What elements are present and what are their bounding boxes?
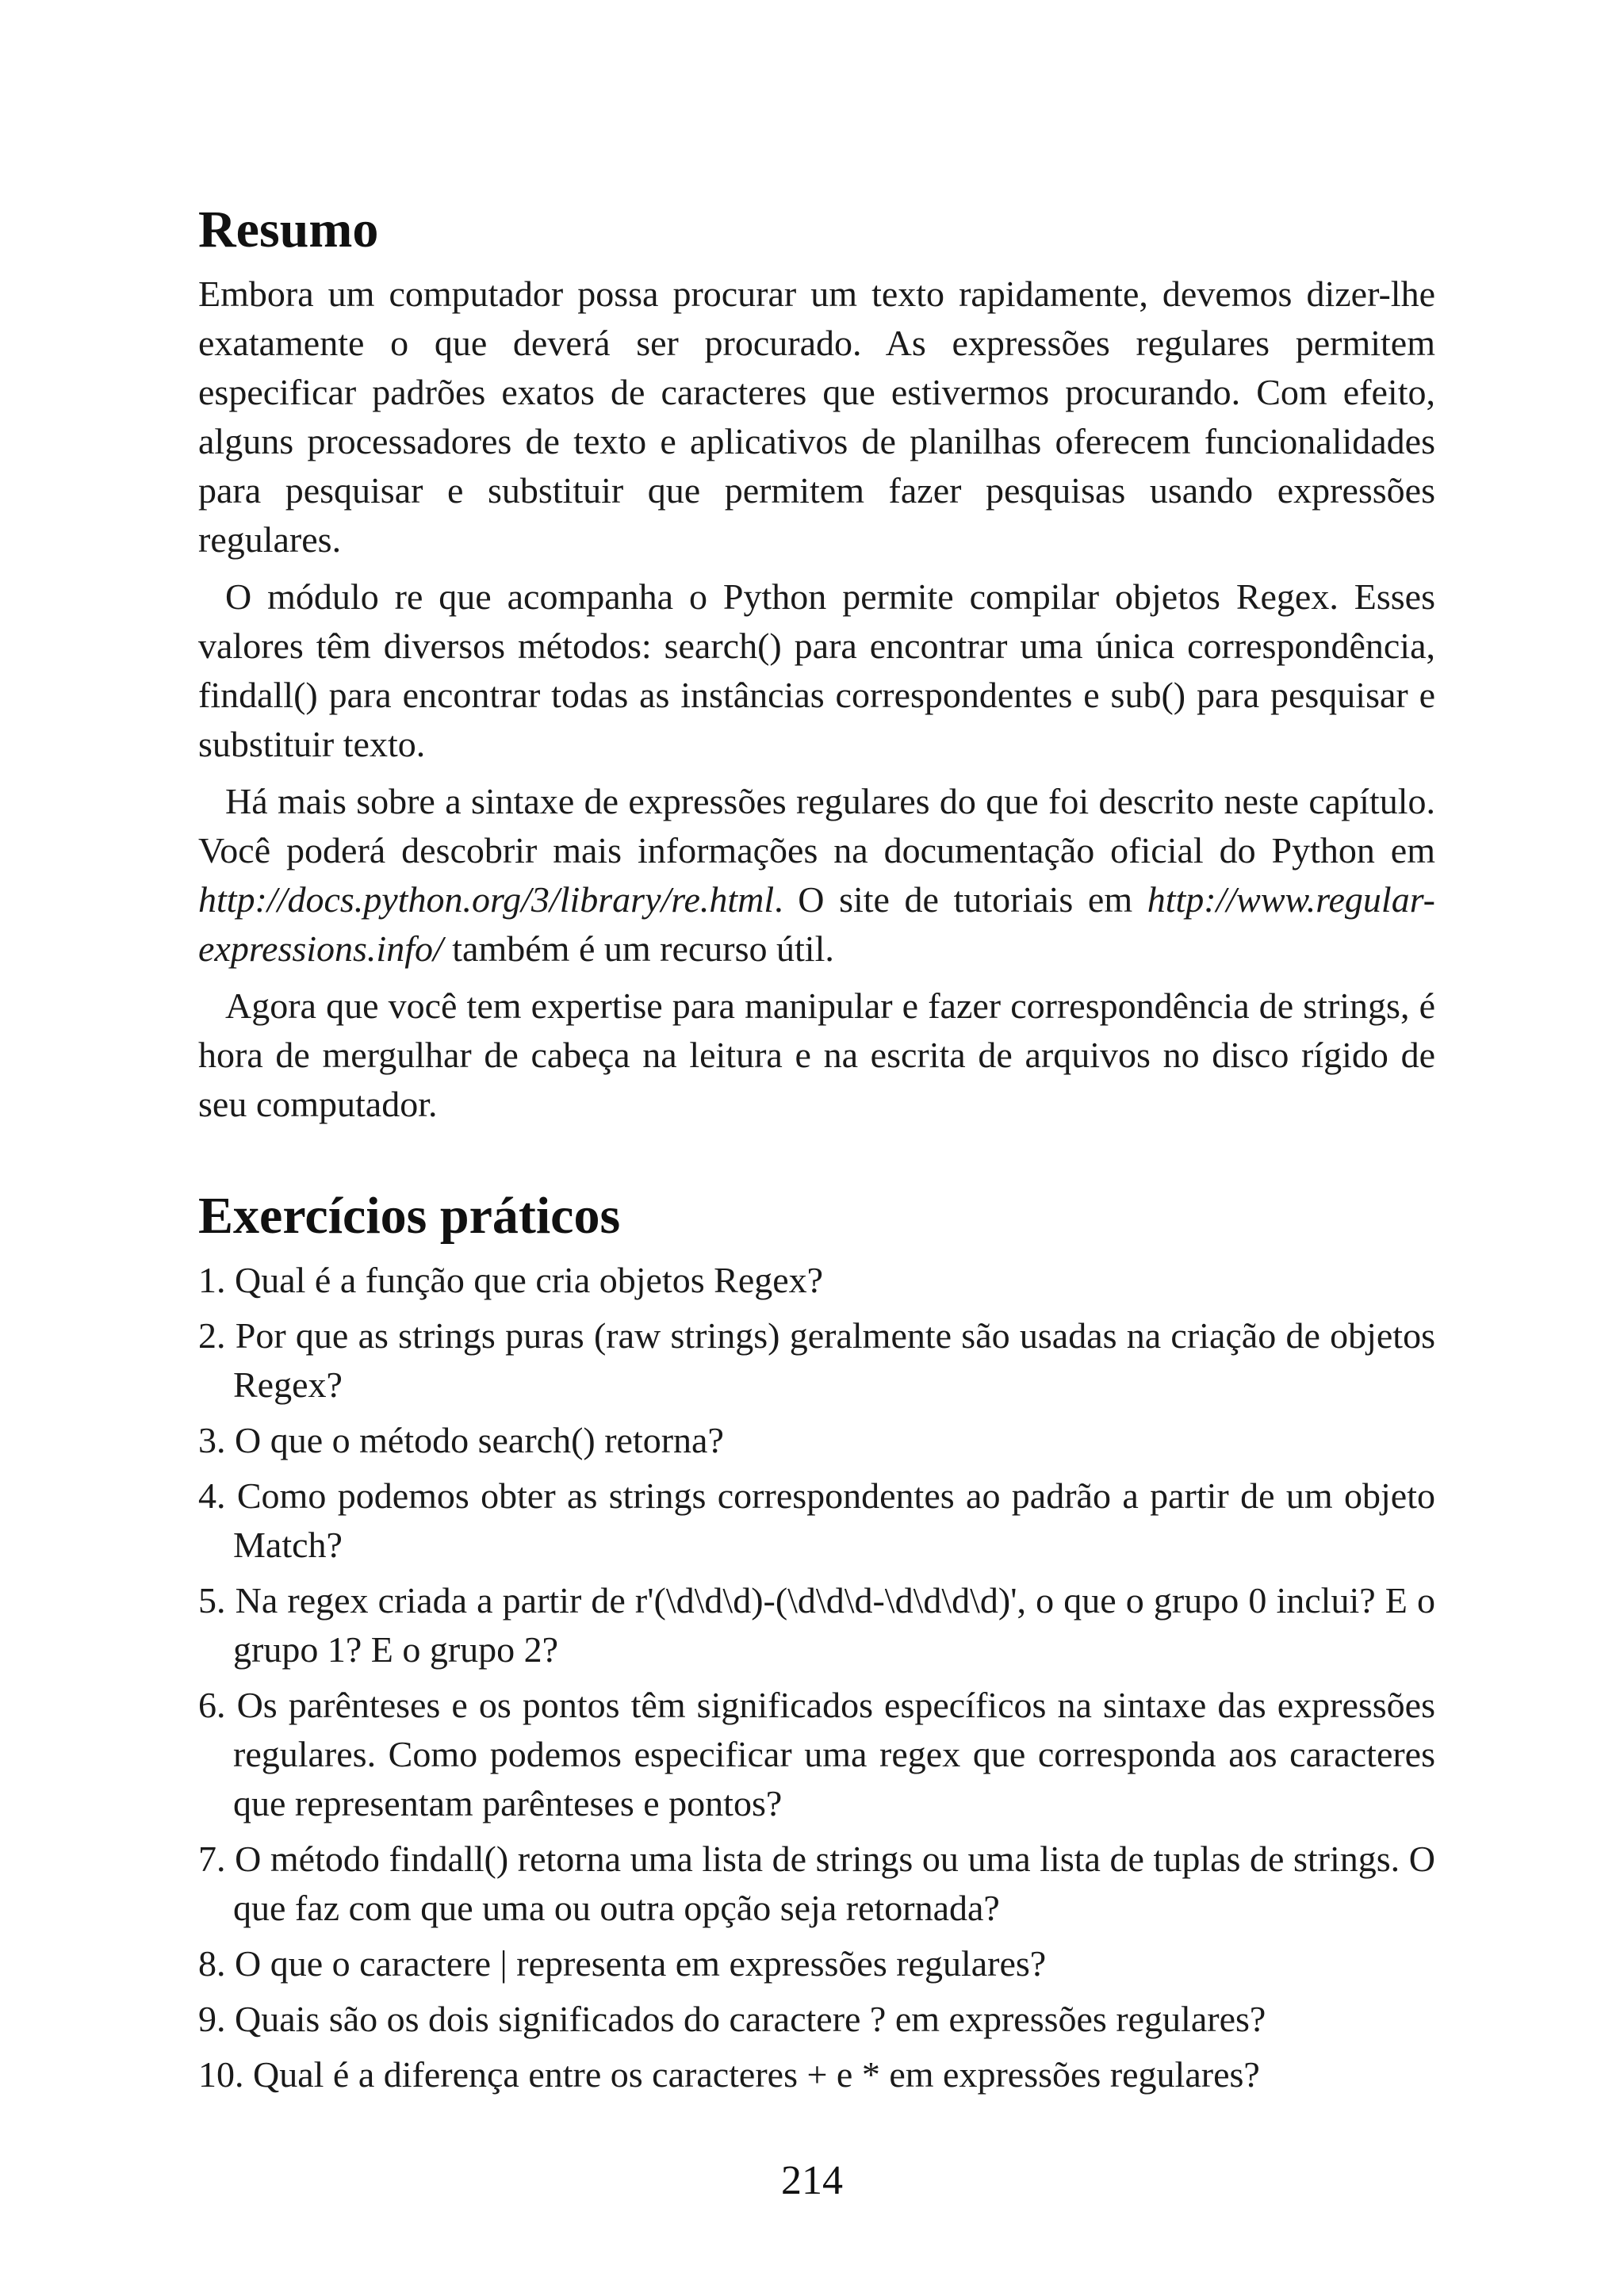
exercise-item: 3. O que o método search() retorna? <box>198 1420 724 1460</box>
exercises-heading: Exercícios práticos <box>198 1187 621 1245</box>
summary-paragraph-4: Agora que você tem expertise para manipular e fazer correspondência de strings, é hora de mergulhar de cabeça na leitura e na escrita de arquivos no disco rígido de seu computador. <box>198 985 1435 1124</box>
summary-paragraph-3 <box>198 777 1435 974</box>
page-content <box>198 198 1435 2106</box>
page-number: 214 <box>781 2158 843 2203</box>
exercise-item: 8. O que o caractere | representa em expressões regulares? <box>198 1943 1047 1984</box>
python-docs-link: http://docs.python.org/3/library/re.html <box>198 879 775 920</box>
exercises-list <box>198 1256 1435 2099</box>
exercise-item: 4. Como podemos obter as strings correspondentes ao padrão a partir de um objeto Match? <box>198 1475 1435 1565</box>
summary-paragraph-3-text-b: . O site de tutoriais em <box>774 879 1147 920</box>
exercise-item: 9. Quais são os dois significados do caractere ? em expressões regulares? <box>198 1999 1266 2039</box>
exercise-item: 1. Qual é a função que cria objetos Regex? <box>198 1260 824 1300</box>
summary-paragraph-2: O módulo re que acompanha o Python permite compilar objetos Regex. Esses valores têm diversos métodos: search() para encontrar uma única correspondência, findall() para encontrar todas as instâncias correspondentes e sub() para pesquisar e substituir texto. <box>198 576 1435 764</box>
exercise-item: 10. Qual é a diferença entre os caracteres + e * em expressões regulares? <box>198 2054 1260 2095</box>
summary-paragraph-3-text-c: também é um recurso útil. <box>442 928 834 969</box>
regular-expressions-info-link: http://www.regular-expressions.info/ <box>198 879 1435 969</box>
summary-heading: Resumo <box>198 201 379 258</box>
exercise-item: 2. Por que as strings puras (raw strings) geralmente são usadas na criação de objetos Regex? <box>198 1315 1435 1405</box>
exercise-item: 6. Os parênteses e os pontos têm significados específicos na sintaxe das expressões regulares. Como podemos especificar uma regex que corresponda aos caracteres que representam parênteses e pontos? <box>198 1685 1435 1823</box>
exercise-item: 5. Na regex criada a partir de r'(\d\d\d)-(\d\d\d-\d\d\d\d)', o que o grupo 0 inclui? E o grupo 1? E o grupo 2? <box>198 1580 1435 1670</box>
summary-paragraph-3-text-a: Há mais sobre a sintaxe de expressões regulares do que foi descrito neste capítulo. Você poderá descobrir mais informações na documentação oficial do Python em <box>198 781 1435 871</box>
exercise-item: 7. O método findall() retorna uma lista de strings ou uma lista de tuplas de strings. O que faz com que uma ou outra opção seja retornada? <box>198 1839 1435 1928</box>
summary-paragraph-1: Embora um computador possa procurar um texto rapidamente, devemos dizer-lhe exatamente o que deverá ser procurado. As expressões regulares permitem especificar padrões exatos de caracteres que estivermos procurando. Com efeito, alguns processadores de texto e aplicativos de planilhas oferecem funcionalidades para pesquisar e substituir que permitem fazer pesquisas usando expressões regulares. <box>198 274 1435 560</box>
